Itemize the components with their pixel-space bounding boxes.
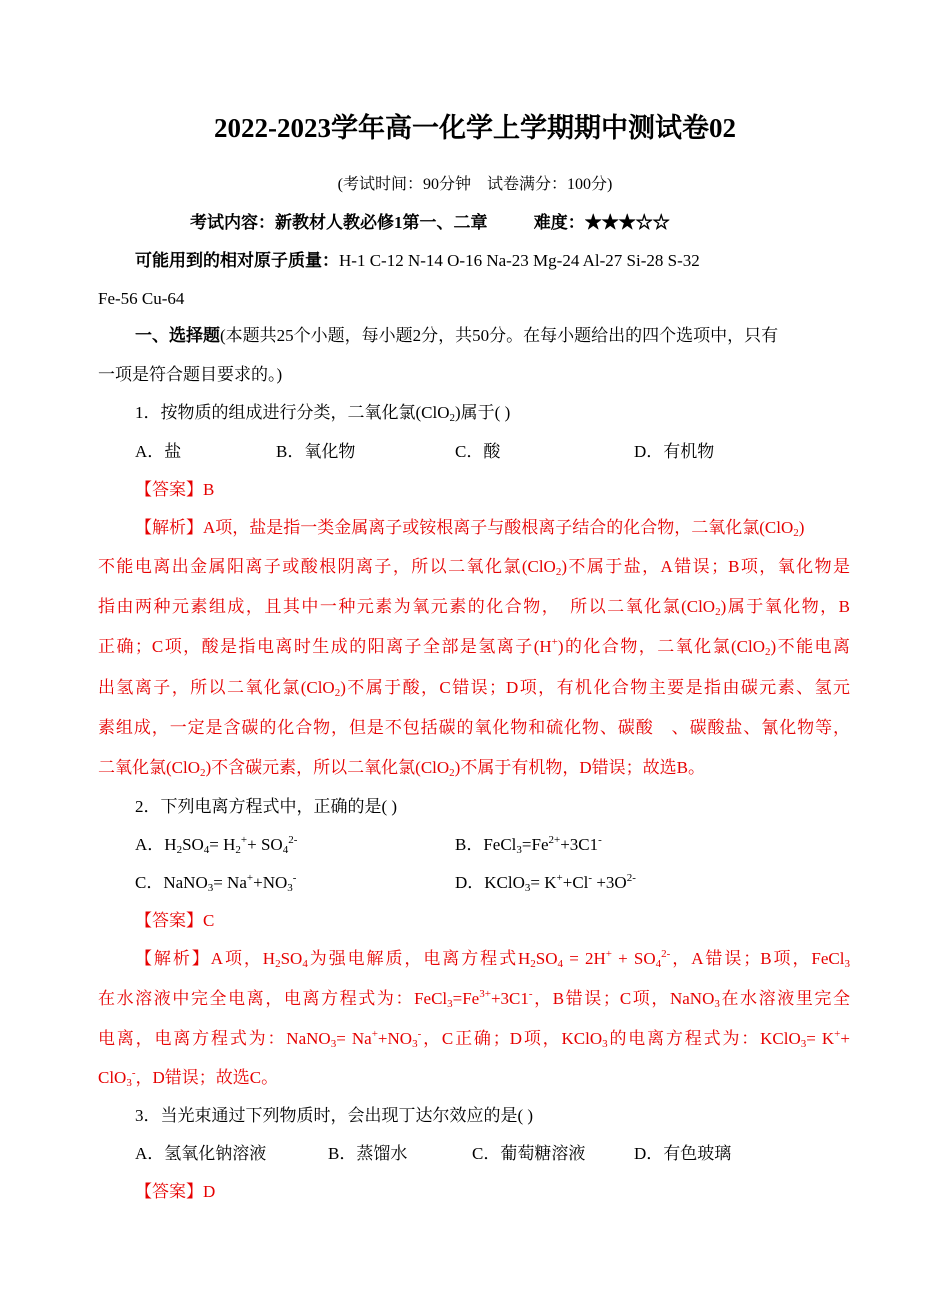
q1-analysis-line-3: 指由两种元素组成，且其中一种元素为氧元素的化合物， 所以二氧化氯(ClO$_2$)属于氧化物，B [98,597,851,618]
atomic-mass-line [135,249,700,273]
q2-option-a: A．$H_2SO_4= H_2^++ SO_4^{2-}$ [135,834,298,856]
q1-option-c: C．酸 [455,442,501,461]
section-heading-line [135,324,778,348]
q2-option-d: D．KClO$_3$= $K^++Cl^- +3O^{2-}$ [455,872,636,894]
q2-option-b: B．$FeCl_3=Fe^{2+}+3C1^-$ [455,834,602,856]
atomic-mass-values-cont: Fe-56 Cu-64 [98,289,185,308]
exam-content-line [190,211,670,235]
atomic-mass-values: H-1 C-12 N-14 O-16 Na-23 Mg-24 Al-27 Si-28 S-32 [339,251,700,270]
question-2-stem: 2．下列电离方程式中，正确的是( ) [135,797,398,816]
q1-analysis-line-4: 正确；C项，酸是指电离时生成的阳离子全部是氢离子(H+)的化合物，二氧化氯(ClO$_2$)不能电离 [98,636,850,658]
q3-option-d: D．有色玻璃 [634,1144,732,1163]
difficulty-label: 难度：★★★☆☆ [533,213,670,232]
q1-analysis-line-1: 【解析】A项，盐是指一类金属离子或铵根离子与酸根离子结合的化合物，二氧化氯(ClO$_2$) [135,518,805,539]
q3-option-b: B．蒸馏水 [328,1144,408,1163]
question-1-stem: 1．按物质的组成进行分类，二氧化氯(ClO$_2$)属于( ) [135,403,511,424]
q3-option-a: A．氢氧化钠溶液 [135,1144,267,1163]
q1-analysis-label: 【解析】 [135,518,203,537]
page-title: 2022-2023学年高一化学上学期期中测试卷02 [214,113,736,143]
q1-option-d: D．有机物 [634,442,715,461]
exam-content-label: 考试内容：新教材人教必修1第一、二章 [190,213,488,232]
q1-option-b: B．氧化物 [276,442,356,461]
q2-analysis-label: 【解析】 [135,949,211,968]
q2-analysis-line-1: 【解析】A项，$H_2SO_4$为强电解质，电离方程式$H_2SO_4 = 2H^+ + SO_4^{2-}$，A错误；B项，FeCl$_3$ [135,948,850,970]
section-heading: 一、选择题 [135,326,220,345]
section-description-cont: 一项是符合题目要求的。) [98,365,283,384]
q2-answer: 【答案】C [135,911,215,930]
atomic-mass-label: 可能用到的相对原子质量： [135,251,339,270]
q1-analysis-line-6: 素组成，一定是含碳的化合物，但是不包括碳的氧化物和硫化物、碳酸 、碳酸盐、氰化物等， [98,718,850,737]
q3-answer: 【答案】D [135,1182,216,1201]
q2-analysis-line-3: 电离，电离方程式为：NaNO$_3$= $Na^++NO_3^-$，C正确；D项，KClO$_3$的电离方程式为：KClO$_3$= K++ [98,1028,850,1050]
section-description: (本题共25个小题，每小题2分，共50分。在每小题给出的四个选项中，只有 [220,326,779,345]
q2-analysis-line-2: 在水溶液中完全电离，电离方程式为：$FeCl_3=Fe^{3+}+3C1^-$，B错误；C项，NaNO$_3$在水溶液里完全 [98,988,851,1010]
question-3-stem: 3．当光束通过下列物质时，会出现丁达尔效应的是( ) [135,1106,534,1125]
q1-analysis-line-7: 二氧化氯(ClO$_2$)不含碳元素，所以二氧化氯(ClO$_2$)不属于有机物，D错误；故选B。 [98,758,705,779]
q1-option-a: A．盐 [135,442,182,461]
q3-option-c: C．葡萄糖溶液 [472,1144,586,1163]
exam-time-info: (考试时间：90分钟 试卷满分：100分) [337,176,613,193]
q2-option-c: C．NaNO$_3$= $Na^++NO_3^-$ [135,872,297,894]
q1-answer: 【答案】B [135,480,215,499]
q1-analysis-line-2: 不能电离出金属阳离子或酸根阴离子，所以二氧化氯(ClO$_2$)不属于盐，A错误；B项，氧化物是 [98,557,851,578]
q1-analysis-line-5: 出氢离子，所以二氧化氯(ClO$_2$)不属于酸，C错误；D项，有机化合物主要是指由碳元素、氢元 [98,678,851,699]
q2-analysis-line-4: ClO$_3$-，D错误；故选C。 [98,1067,279,1089]
